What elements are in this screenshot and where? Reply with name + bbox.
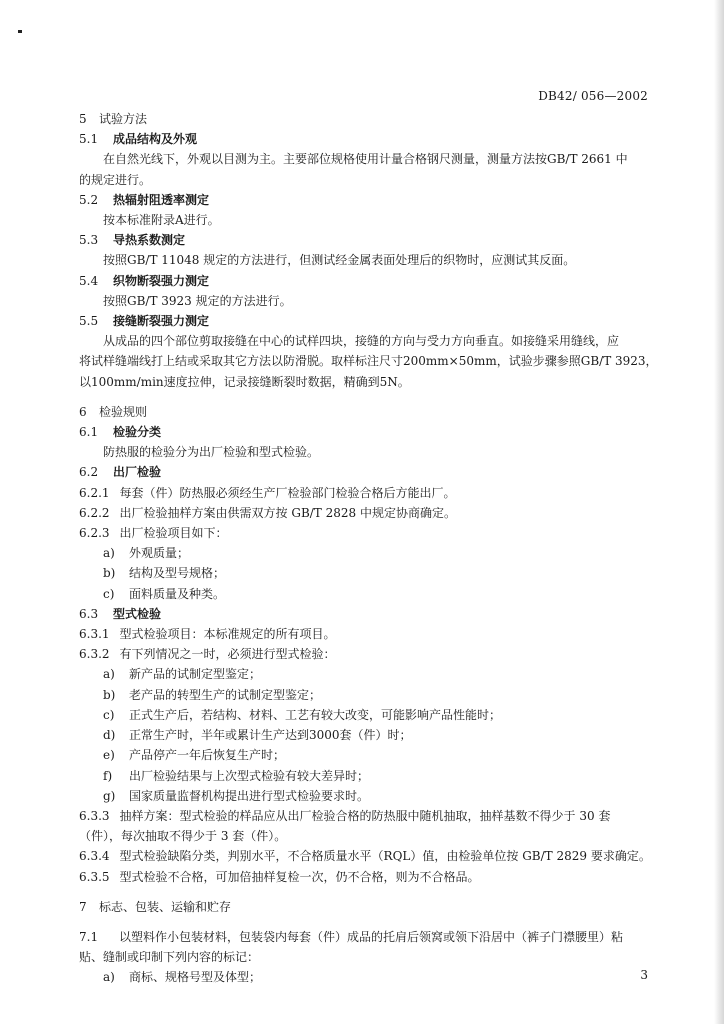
clause [79, 927, 651, 947]
section-heading [79, 897, 651, 917]
page-number: 3 [640, 968, 648, 982]
list-item [79, 967, 651, 987]
list-text: 老产品的转型生产的试制定型鉴定； [129, 687, 322, 702]
subsection-number: 5.4 [79, 273, 99, 288]
list-item [79, 563, 651, 583]
list-item [79, 664, 651, 684]
clause-text: 型式检验不合格，可加倍抽样复检一次，仍不合格，则为不合格品。 [119, 869, 480, 884]
section-title: 试验方法 [99, 112, 148, 126]
list-text: 出厂检验结果与上次型式检验有较大差异时； [129, 768, 370, 783]
list-marker: a) [103, 970, 115, 985]
subsection-heading [79, 462, 651, 482]
list-item [79, 786, 651, 806]
clause [79, 523, 651, 543]
list-text: 面料质量及种类。 [129, 586, 226, 601]
paragraph-line: （件），每次抽取不得少于 3 套（件）。 [79, 829, 287, 844]
subsection-number: 6.3 [79, 606, 99, 621]
paragraph-line: 防热服的检验分为出厂检验和型式检验。 [103, 445, 320, 460]
subsection-number: 6.2 [79, 465, 99, 480]
list-item [79, 705, 651, 725]
clause [79, 867, 651, 887]
list-text: 正常生产时，半年或累计生产达到3000套（件）时； [129, 728, 412, 743]
subsection-title: 接缝断裂强力测定 [113, 314, 210, 329]
scan-mark [18, 30, 22, 33]
clause-text: 每套（件）防热服必须经生产厂检验部门检验合格后方能出厂。 [119, 485, 456, 500]
clause [79, 483, 651, 503]
list-text: 新产品的试制定型鉴定； [129, 667, 262, 682]
paragraph-line: 贴、缝制或印制下列内容的标记： [79, 950, 260, 965]
list-text: 国家质量监督机构提出进行型式检验要求时。 [129, 788, 370, 803]
list-marker: a) [103, 667, 115, 682]
subsection-title: 热辐射阻透率测定 [113, 192, 210, 207]
clause-text: 出厂检验抽样方案由供需双方按 GB/T 2828 中规定协商确定。 [119, 505, 456, 520]
subsection-heading [79, 271, 651, 291]
clause [79, 624, 651, 644]
list-marker: f) [103, 768, 113, 783]
list-text: 商标、规格号型及体型； [129, 970, 262, 985]
list-item [79, 584, 651, 604]
subsection-title: 检验分类 [113, 425, 162, 440]
section-title: 标志、包装、运输和贮存 [99, 899, 232, 914]
clause-text: 型式检验缺陷分类，判别水平，不合格质量水平（RQL）值，由检验单位按 GB/T 2829 要求确定。 [119, 849, 651, 864]
list-item [79, 766, 651, 786]
list-text: 结构及型号规格； [129, 566, 226, 581]
subsection-number: 6.1 [79, 425, 99, 440]
clause [79, 846, 651, 866]
paragraph-line: 的规定进行。 [79, 172, 152, 187]
clause-number: 6.2.2 [79, 505, 110, 520]
paragraph-line: 将试样缝端线打上结或采取其它方法以防滑脱。取样标注尺寸200mm×50mm，试验步骤参照GB/T 3923， [79, 354, 658, 369]
section-number: 7 [79, 899, 87, 914]
doc-number: DB42/ 056—2002 [538, 89, 648, 103]
paragraph-line: 按本标准附录A进行。 [103, 213, 220, 228]
clause-number: 6.3.5 [79, 869, 110, 884]
clause-number: 6.2.1 [79, 485, 110, 500]
list-marker: c) [103, 586, 115, 601]
clause-number: 6.3.1 [79, 627, 110, 642]
subsection-heading [79, 129, 651, 149]
clause-text: 型式检验项目：本标准规定的所有项目。 [119, 627, 336, 642]
clause-text: 以塑料作小包装材料，包装袋内每套（件）成品的托肩后领窝或领下沿居中（裤子门襟腰里）粘 [119, 929, 624, 944]
clause [79, 644, 651, 664]
subsection-heading [79, 230, 651, 250]
section-number: 6 [79, 404, 87, 419]
clause [79, 806, 651, 826]
list-marker: c) [103, 707, 115, 722]
list-marker: g) [103, 788, 116, 803]
subsection-heading [79, 604, 651, 624]
subsection-heading [79, 190, 651, 210]
list-marker: a) [103, 546, 115, 561]
clause-number: 6.3.4 [79, 849, 110, 864]
list-marker: b) [103, 566, 116, 581]
clause-text: 出厂检验项目如下： [119, 526, 228, 541]
clause-number: 6.3.2 [79, 647, 110, 662]
section-number: 5 [79, 112, 87, 126]
list-text: 正式生产后，若结构、材料、工艺有较大改变，可能影响产品性能时； [129, 707, 502, 722]
subsection-number: 5.1 [79, 132, 99, 147]
subsection-title: 出厂检验 [113, 465, 162, 480]
list-item [79, 725, 651, 745]
page-edge-shadow [714, 0, 724, 1024]
clause-number: 6.2.3 [79, 526, 110, 541]
list-item [79, 543, 651, 563]
subsection-title: 型式检验 [113, 606, 162, 621]
clause [79, 503, 651, 523]
clause-number: 7.1 [79, 929, 99, 944]
section-heading [79, 402, 651, 422]
subsection-heading [79, 311, 651, 331]
paragraph-line: 按照GB/T 3923 规定的方法进行。 [103, 293, 292, 308]
clause-number: 6.3.3 [79, 808, 110, 823]
section-title: 检验规则 [99, 404, 148, 419]
subsection-number: 5.5 [79, 314, 99, 329]
document-body [79, 109, 658, 988]
list-text: 产品停产一年后恢复生产时； [129, 748, 286, 763]
subsection-number: 5.2 [79, 192, 99, 207]
paragraph-line: 以100mm/min速度拉伸，记录接缝断裂时数据，精确到5N。 [79, 374, 410, 389]
list-marker: e) [103, 748, 115, 763]
subsection-heading [79, 422, 651, 442]
list-marker: d) [103, 728, 116, 743]
subsection-title: 导热系数测定 [113, 233, 186, 248]
paragraph-line: 在自然光线下，外观以目测为主。主要部位规格使用计量合格钢尺测量，测量方法按GB/T 2661 中 [103, 152, 628, 167]
subsection-title: 成品结构及外观 [113, 132, 198, 147]
clause-text: 抽样方案：型式检验的样品应从出厂检验合格的防热服中随机抽取，抽样基数不得少于 30 套 [119, 808, 611, 823]
subsection-title: 织物断裂强力测定 [113, 273, 210, 288]
list-marker: b) [103, 687, 116, 702]
section-heading [79, 109, 651, 129]
paragraph-line: 按照GB/T 11048 规定的方法进行，但测试经金属表面处理后的织物时，应测试其反面。 [103, 253, 576, 268]
list-item [79, 685, 651, 705]
subsection-number: 5.3 [79, 233, 99, 248]
list-item [79, 745, 651, 765]
clause-text: 有下列情况之一时，必须进行型式检验： [119, 647, 336, 662]
paragraph-line: 从成品的四个部位剪取接缝在中心的试样四块，接缝的方向与受力方向垂直。如接缝采用缝线，应 [103, 334, 620, 349]
list-text: 外观质量； [129, 546, 190, 561]
